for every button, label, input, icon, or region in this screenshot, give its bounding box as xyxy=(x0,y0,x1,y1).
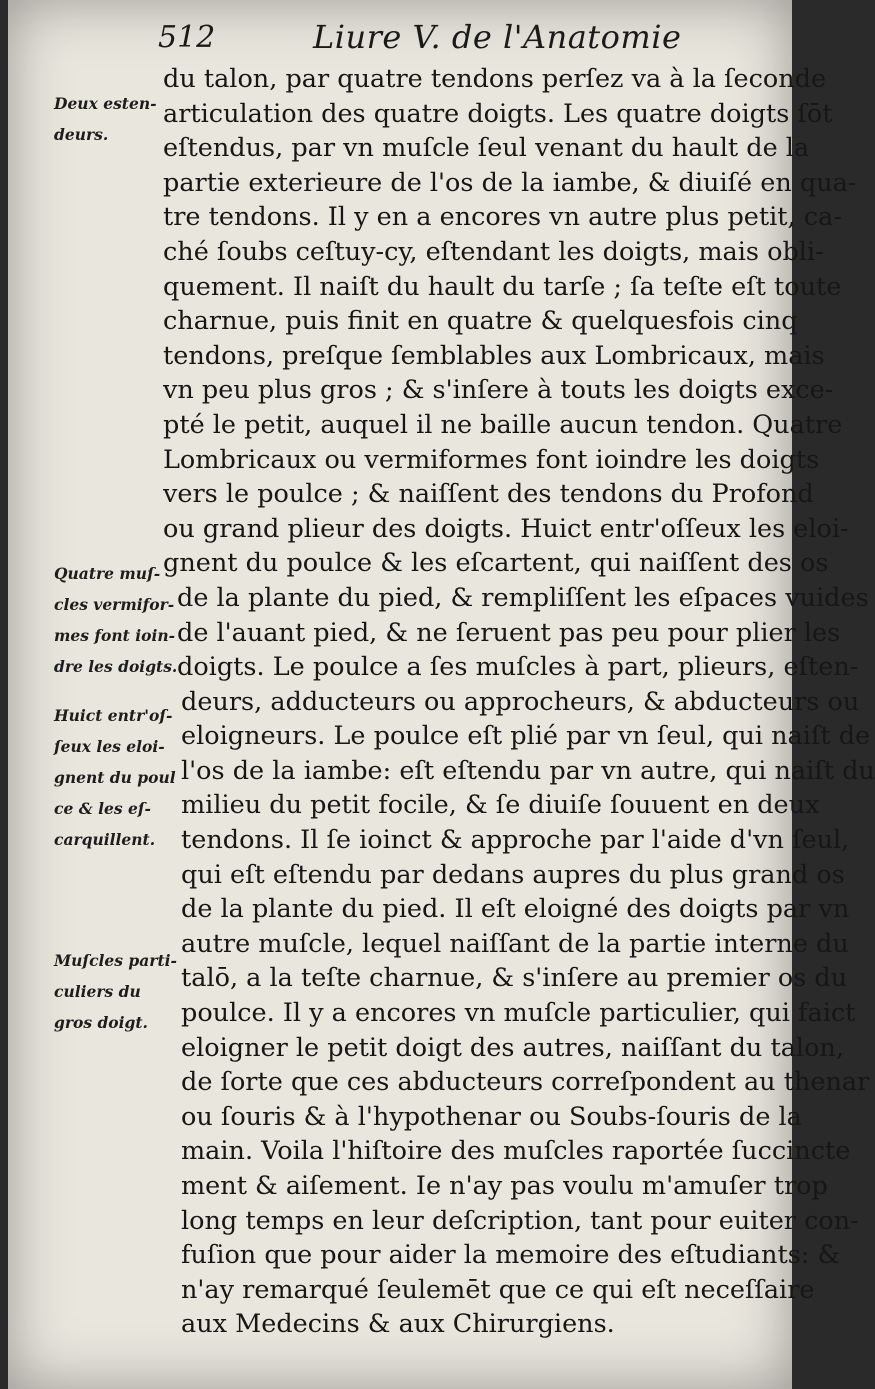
margin-note-line: ſeux les eloi- xyxy=(54,737,165,756)
margin-note-line: mes font ioin- xyxy=(54,626,176,645)
margin-note-line: dre les doigts. xyxy=(54,657,178,676)
text-line: articulation des quatre doigts. Les quatre doigts ſōt xyxy=(163,98,833,129)
text-line: du talon, par quatre tendons perſez va à la ſeconde xyxy=(163,64,827,94)
margin-note-line: carquillent. xyxy=(54,830,156,849)
text-line: ou grand plieur des doigts. Huict entr'oſſeux les eloi- xyxy=(163,513,849,544)
margin-note-line: Muſcles parti- xyxy=(54,951,177,970)
book-page xyxy=(8,0,875,1389)
text-line: de l'auant pied, & ne ſeruent pas peu pour plier les xyxy=(177,617,841,648)
text-line: eloigneurs. Le poulce eſt plié par vn ſeul, qui naiſt de xyxy=(181,721,871,752)
text-line: vn peu plus gros ; & s'inſere à touts les doigts exce- xyxy=(163,375,834,406)
text-line: ché ſoubs ceſtuy-cy, eſtendant les doigts, mais obli- xyxy=(163,236,824,267)
margin-note-line: gros doigt. xyxy=(54,1013,148,1032)
text-line: Lombricaux ou vermiformes font ioindre les doigts xyxy=(163,444,820,475)
margin-note-line: gnent du poul xyxy=(54,768,176,787)
text-line: eſtendus, par vn muſcle ſeul venant du hault de la xyxy=(163,133,810,164)
text-line: gnent du poulce & les eſcartent, qui naiſſent des os xyxy=(163,548,829,579)
margin-note-line: Huict entr'oſ- xyxy=(54,706,173,725)
text-line: eloigner le petit doigt des autres, naiſſant du talon, xyxy=(181,1032,844,1063)
text-line: de la plante du pied. Il eſt eloigné des doigts par vn xyxy=(181,894,850,925)
text-line: ou ſouris & à l'hypothenar ou Soubs-ſouris de la xyxy=(181,1101,802,1132)
margin-note-line: culiers du xyxy=(54,982,141,1001)
text-line: main. Voila l'hiſtoire des muſcles raportée ſuccincte xyxy=(181,1136,851,1167)
text-line: ment & aiſement. Ie n'ay pas voulu m'amuſer trop xyxy=(181,1171,828,1201)
text-line: tendons, preſque ſemblables aux Lombricaux, mais xyxy=(163,340,825,371)
text-line: aux Medecins & aux Chirurgiens. xyxy=(181,1309,615,1340)
text-line: long temps en leur deſcription, tant pour euiter con- xyxy=(181,1205,859,1236)
text-line: vers le poulce ; & naiſſent des tendons du Profond xyxy=(163,479,814,510)
running-title: Liure V. de l'Anatomie xyxy=(313,18,682,56)
margin-notes xyxy=(8,0,178,1389)
text-line: pté le petit, auquel il ne baille aucun tendon. Quatre xyxy=(163,409,843,440)
text-line: charnue, puis finit en quatre & quelquesfois cinq xyxy=(163,306,798,337)
margin-note-line: ce & les eſ- xyxy=(54,799,151,818)
main-text xyxy=(163,62,875,1342)
text-line: n'ay remarqué ſeulemēt que ce qui eſt neceſſaire xyxy=(181,1274,815,1305)
margin-note-line: Quatre muſ- xyxy=(54,564,161,583)
margin-note-line: cles vermifor- xyxy=(54,595,175,614)
text-line: qui eſt eſtendu par dedans aupres du plus grand os xyxy=(181,859,845,890)
text-line: autre muſcle, lequel naiſſant de la partie interne du xyxy=(181,928,849,959)
text-line: milieu du petit focile, & ſe diuiſe ſouuent en deux xyxy=(181,790,820,821)
text-line: doigts. Le poulce a ſes muſcles à part, plieurs, eſten- xyxy=(177,652,859,683)
text-line: tendons. Il ſe ioinct & approche par l'aide d'vn ſeul, xyxy=(181,825,850,856)
page-number: 512 xyxy=(158,20,216,55)
text-line: de ſorte que ces abducteurs correſpondent au thenar xyxy=(181,1067,870,1098)
margin-note-line: deurs. xyxy=(54,125,109,144)
text-line: de la plante du pied, & rempliſſent les eſpaces vuides xyxy=(177,582,869,613)
text-line: quement. Il naiſt du hault du tarſe ; ſa teſte eſt toute xyxy=(163,271,842,302)
text-line: deurs, adducteurs ou approcheurs, & abducteurs ou xyxy=(181,686,860,717)
text-line: tre tendons. Il y en a encores vn autre plus petit, ca- xyxy=(163,202,842,233)
text-line: talō, a la teſte charnue, & s'inſere au premier os du xyxy=(181,963,848,994)
margin-note-line: Deux esten- xyxy=(54,94,157,113)
text-line: fuſion que pour aider la memoire des eſtudiants: & xyxy=(181,1240,841,1271)
text-line: l'os de la iambe: eſt eſtendu par vn autre, qui naiſt du xyxy=(181,755,875,786)
text-line: poulce. Il y a encores vn muſcle particulier, qui faict xyxy=(181,998,856,1029)
text-line: partie exterieure de l'os de la iambe, & diuiſé en qua- xyxy=(163,167,857,198)
